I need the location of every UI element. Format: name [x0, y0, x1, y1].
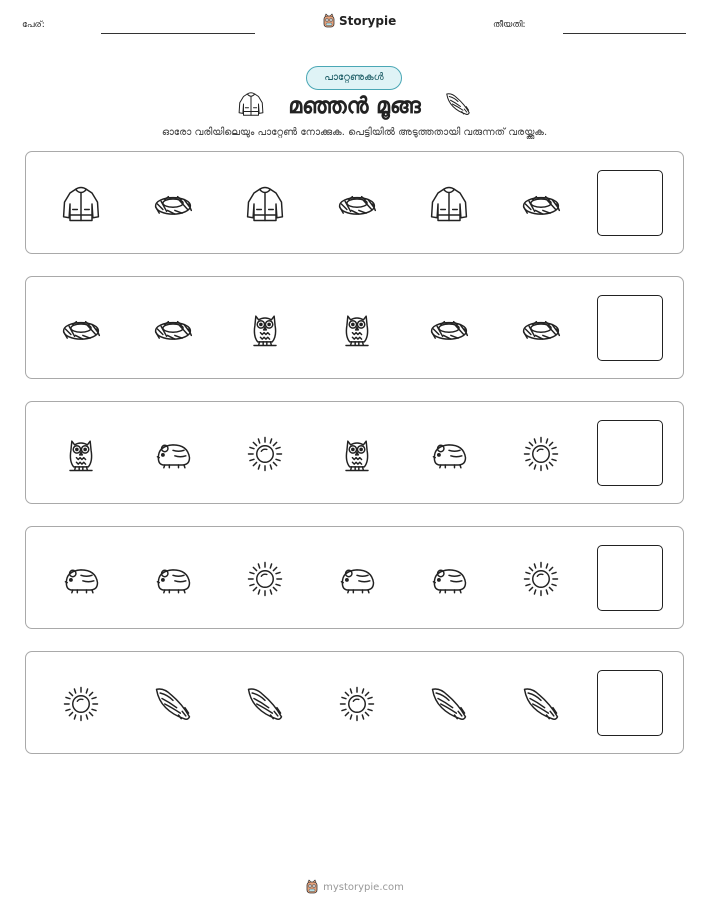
brand-logo: [322, 13, 396, 29]
pattern-row: [25, 526, 684, 629]
topic-badge: പാറ്റേണുകൾ: [306, 66, 402, 90]
nest-icon: [519, 182, 563, 226]
wing-icon: [151, 682, 195, 726]
nest-icon: [519, 307, 563, 351]
answer-box[interactable]: [597, 170, 663, 236]
hamster-icon: [427, 557, 471, 601]
answer-box[interactable]: [597, 295, 663, 361]
storypie-mascot-icon: [322, 13, 336, 29]
answer-box[interactable]: [597, 670, 663, 736]
footer-url: mystorypie.com: [323, 881, 404, 893]
name-input-line[interactable]: [101, 33, 255, 34]
nest-icon: [151, 307, 195, 351]
wing-icon: [427, 682, 471, 726]
nest-icon: [59, 307, 103, 351]
hamster-icon: [335, 557, 379, 601]
owl-icon: [243, 307, 287, 351]
pattern-row: [25, 651, 684, 754]
sun-icon: [59, 682, 103, 726]
instruction-text: ഓരോ വരിയിലെയും പാറ്റേൺ നോക്കുക. പെട്ടിയിൽ അടുത്തതായി വരുന്നത് വരയ്ക്കുക.: [161, 127, 548, 138]
answer-box[interactable]: [597, 545, 663, 611]
jacket-icon: [243, 182, 287, 226]
hamster-icon: [427, 432, 471, 476]
pattern-row: [25, 276, 684, 379]
owl-icon: [335, 307, 379, 351]
storypie-mascot-icon: [305, 879, 319, 895]
date-label: തീയതി:: [493, 20, 526, 30]
hamster-icon: [151, 432, 195, 476]
wing-icon: [243, 682, 287, 726]
pattern-row: [25, 401, 684, 504]
nest-icon: [335, 182, 379, 226]
sun-icon: [519, 432, 563, 476]
title-row: [0, 90, 709, 122]
sun-icon: [243, 432, 287, 476]
answer-box[interactable]: [597, 420, 663, 486]
pattern-row: [25, 151, 684, 254]
nest-icon: [427, 307, 471, 351]
owl-icon: [335, 432, 379, 476]
sun-icon: [519, 557, 563, 601]
footer: [0, 879, 709, 895]
hamster-icon: [151, 557, 195, 601]
wing-icon: [443, 89, 473, 123]
jacket-icon: [427, 182, 471, 226]
owl-icon: [59, 432, 103, 476]
page-title: മഞ്ഞൻ മൂങ്ങ: [288, 93, 421, 119]
jacket-icon: [236, 89, 266, 123]
hamster-icon: [59, 557, 103, 601]
sun-icon: [335, 682, 379, 726]
brand-name: Storypie: [339, 14, 397, 28]
name-label: പേര്:: [22, 20, 45, 30]
jacket-icon: [59, 182, 103, 226]
sun-icon: [243, 557, 287, 601]
nest-icon: [151, 182, 195, 226]
wing-icon: [519, 682, 563, 726]
date-input-line[interactable]: [563, 33, 686, 34]
